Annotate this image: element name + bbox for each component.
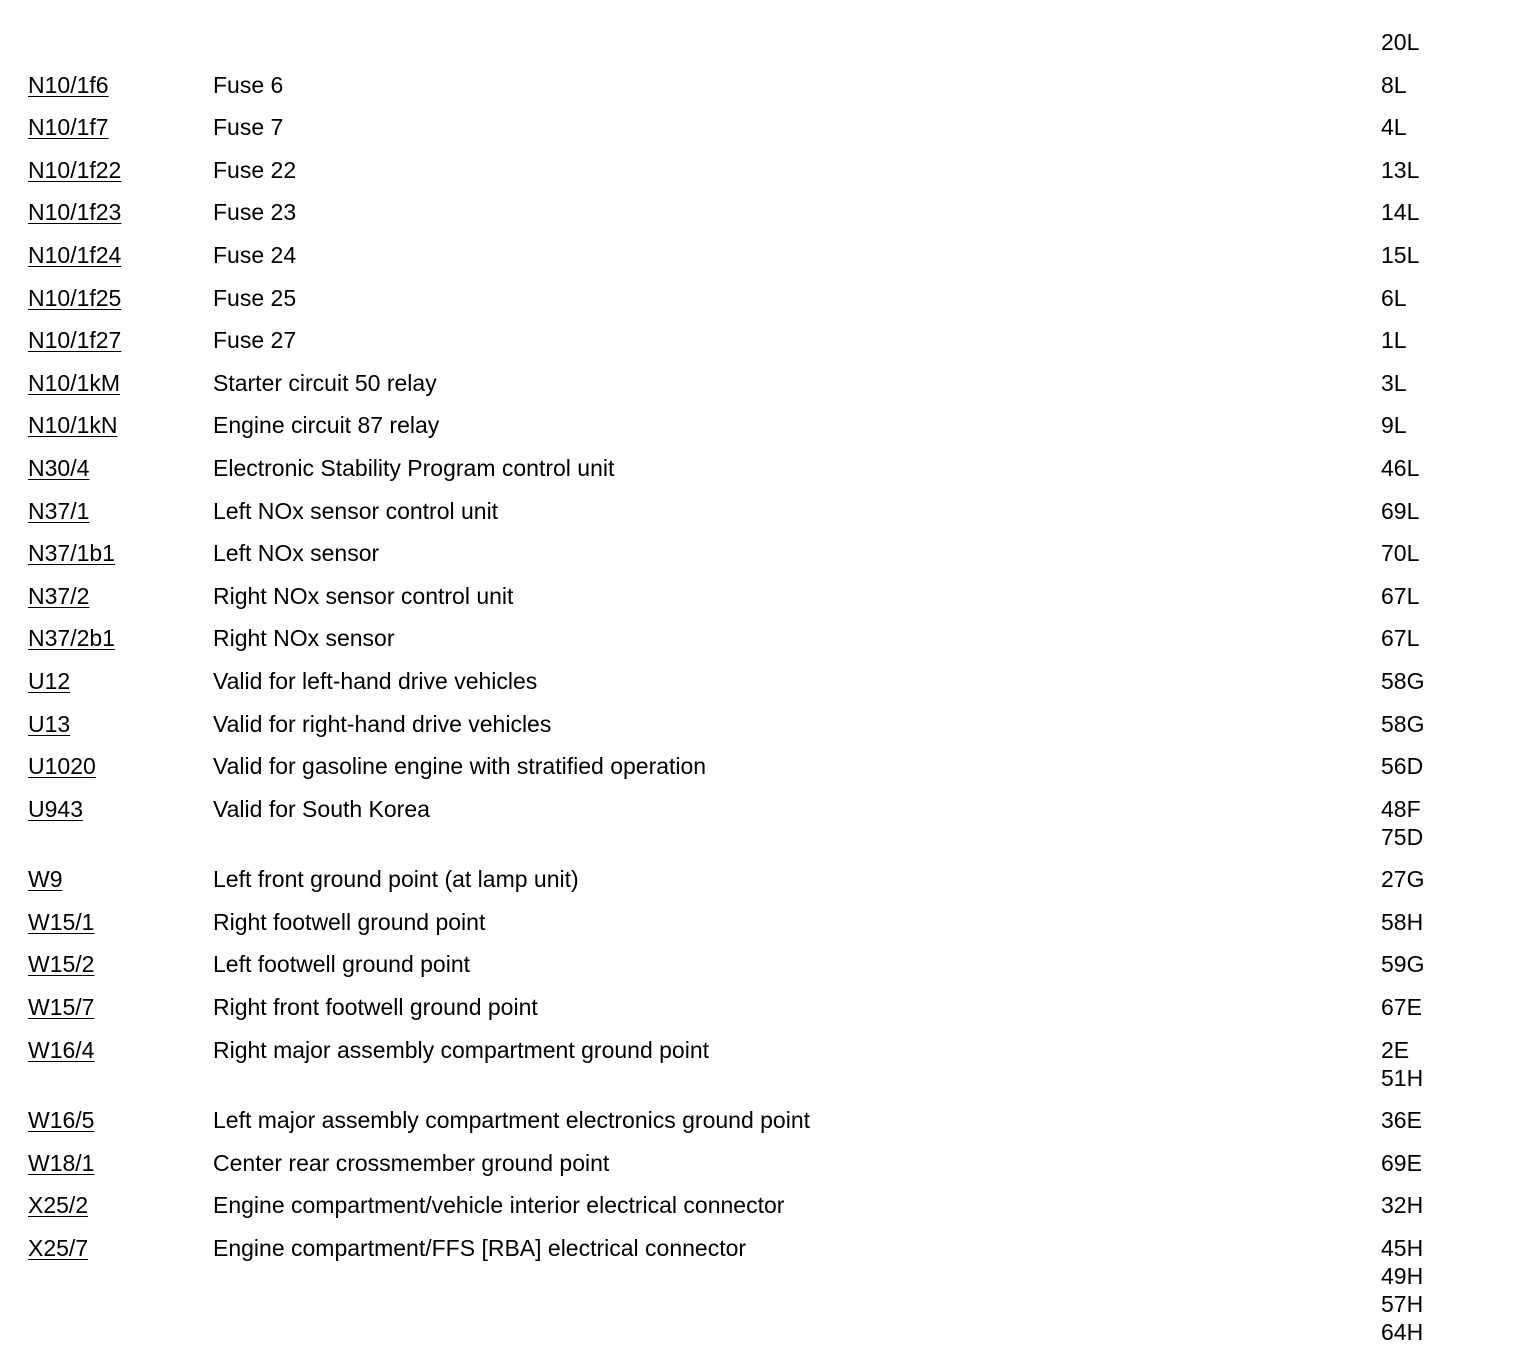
component-code-link[interactable]: N10/1f22 (28, 156, 122, 183)
grid-location: 15L (1381, 241, 1420, 268)
component-description: Electronic Stability Program control unit (213, 454, 615, 481)
legend-row (0, 497, 1520, 525)
grid-location-list (1381, 1149, 1481, 1177)
legend-row (0, 1149, 1520, 1177)
component-description: Fuse 25 (213, 284, 297, 311)
component-code-link[interactable]: W15/1 (28, 908, 95, 935)
grid-location: 9L (1381, 412, 1407, 439)
grid-location-list (1381, 454, 1481, 482)
legend-row (0, 1191, 1520, 1219)
component-code-cell (0, 369, 213, 397)
component-code-link[interactable]: N10/1f27 (28, 327, 122, 354)
component-code-cell (0, 411, 213, 439)
component-code-link[interactable]: X25/7 (28, 1235, 89, 1262)
component-code-cell (0, 241, 213, 269)
component-description: Right front footwell ground point (213, 994, 538, 1021)
grid-location: 70L (1381, 540, 1420, 567)
grid-location-list (1381, 1234, 1481, 1346)
component-description: Fuse 23 (213, 199, 297, 226)
grid-location: 56D (1381, 753, 1424, 780)
grid-location-list (1381, 795, 1481, 851)
component-code-cell (0, 710, 213, 738)
legend-row (0, 198, 1520, 226)
component-description: Valid for South Korea (213, 795, 430, 822)
component-code-link[interactable]: X25/2 (28, 1192, 89, 1219)
component-code-link[interactable]: N10/1f7 (28, 114, 109, 141)
component-code-link[interactable]: N10/1f25 (28, 284, 122, 311)
component-code-cell (0, 497, 213, 525)
grid-location-list (1381, 539, 1481, 567)
component-code-cell (0, 284, 213, 312)
component-code-link[interactable]: N10/1f24 (28, 241, 122, 268)
grid-location: 67L (1381, 582, 1420, 609)
grid-location-list (1381, 369, 1481, 397)
component-code-link[interactable]: N10/1f6 (28, 71, 109, 98)
legend-row (0, 667, 1520, 695)
grid-location-list (1381, 411, 1481, 439)
component-description: Engine circuit 87 relay (213, 412, 440, 439)
legend-row (0, 454, 1520, 482)
grid-location-list (1381, 582, 1481, 610)
component-code-link[interactable]: W18/1 (28, 1149, 95, 1176)
grid-location: 59G (1381, 951, 1425, 978)
grid-location-list (1381, 71, 1481, 99)
grid-location-list (1381, 865, 1481, 893)
legend-row (0, 582, 1520, 610)
component-description: Left front ground point (at lamp unit) (213, 866, 579, 893)
legend-row (0, 865, 1520, 893)
component-code-cell (0, 865, 213, 893)
grid-location-list (1381, 710, 1481, 738)
grid-location: 27G (1381, 866, 1425, 893)
legend-row (0, 241, 1520, 269)
component-code-link[interactable]: N37/1 (28, 497, 90, 524)
grid-location: 75D (1381, 823, 1424, 850)
component-description: Engine compartment/vehicle interior electrical connector (213, 1192, 785, 1219)
component-description: Engine compartment/FFS [RBA] electrical connector (213, 1235, 747, 1262)
grid-location: 64H (1381, 1319, 1424, 1346)
legend-row (0, 1234, 1520, 1346)
grid-location: 69E (1381, 1149, 1422, 1176)
grid-location-list (1381, 908, 1481, 936)
component-code-cell (0, 624, 213, 652)
grid-location: 49H (1381, 1263, 1424, 1290)
grid-location-list (1381, 241, 1481, 269)
component-code-cell (0, 908, 213, 936)
grid-location: 14L (1381, 199, 1420, 226)
component-code-cell (0, 667, 213, 695)
component-code-cell (0, 993, 213, 1021)
grid-location: 36E (1381, 1107, 1422, 1134)
component-code-cell (0, 1149, 213, 1177)
component-code-link[interactable]: W15/2 (28, 951, 95, 978)
grid-location: 32H (1381, 1192, 1424, 1219)
legend-row (0, 284, 1520, 312)
grid-location-list (1381, 28, 1481, 56)
component-code-link[interactable]: U943 (28, 795, 83, 822)
grid-location: 46L (1381, 454, 1420, 481)
legend-row (0, 795, 1520, 851)
component-code-cell (0, 326, 213, 354)
legend-row (0, 411, 1520, 439)
grid-location-list (1381, 497, 1481, 525)
grid-location: 58G (1381, 667, 1425, 694)
component-description: Left NOx sensor (213, 540, 380, 567)
legend-row (0, 950, 1520, 978)
grid-location-list (1381, 624, 1481, 652)
component-description: Fuse 6 (213, 71, 284, 98)
component-code-cell (0, 113, 213, 141)
grid-location: 48F (1381, 795, 1421, 822)
grid-location: 51H (1381, 1064, 1424, 1091)
grid-location: 2E (1381, 1036, 1410, 1063)
legend-row (0, 156, 1520, 184)
grid-location: 13L (1381, 156, 1420, 183)
grid-location: 58H (1381, 908, 1424, 935)
grid-location-list (1381, 1191, 1481, 1219)
grid-location: 3L (1381, 369, 1407, 396)
grid-location: 8L (1381, 71, 1407, 98)
component-code-cell (0, 1191, 213, 1219)
component-code-cell (0, 1234, 213, 1262)
component-code-link[interactable]: U1020 (28, 753, 96, 780)
grid-location-list (1381, 1036, 1481, 1092)
component-code-cell (0, 795, 213, 823)
grid-location: 4L (1381, 114, 1407, 141)
component-description: Valid for gasoline engine with stratified operation (213, 753, 707, 780)
component-code-cell (0, 582, 213, 610)
grid-location-list (1381, 198, 1481, 226)
component-code-link[interactable]: N10/1kM (28, 369, 121, 396)
component-code-link[interactable]: U13 (28, 710, 71, 737)
component-code-link[interactable]: W16/5 (28, 1107, 95, 1134)
grid-location-list (1381, 950, 1481, 978)
component-code-link[interactable]: W15/7 (28, 994, 95, 1021)
component-description: Valid for left-hand drive vehicles (213, 667, 538, 694)
component-code-cell (0, 198, 213, 226)
component-code-cell (0, 1036, 213, 1064)
grid-location: 67L (1381, 625, 1420, 652)
grid-location: 1L (1381, 327, 1407, 354)
component-code-cell (0, 539, 213, 567)
component-description: Left major assembly compartment electronics ground point (213, 1107, 811, 1134)
component-description: Left footwell ground point (213, 951, 471, 978)
legend-row (0, 624, 1520, 652)
grid-location-list (1381, 156, 1481, 184)
legend-row (0, 993, 1520, 1021)
component-code-link[interactable]: N37/2b1 (28, 625, 115, 652)
component-description: Starter circuit 50 relay (213, 369, 437, 396)
component-code-link[interactable]: N30/4 (28, 454, 90, 481)
grid-location: 6L (1381, 284, 1407, 311)
legend-row (0, 1106, 1520, 1134)
component-code-cell (0, 454, 213, 482)
component-description: Right NOx sensor (213, 625, 395, 652)
component-description: Valid for right-hand drive vehicles (213, 710, 552, 737)
grid-location: 69L (1381, 497, 1420, 524)
grid-location-list (1381, 667, 1481, 695)
component-code-link[interactable]: N10/1kN (28, 412, 118, 439)
legend-row (0, 326, 1520, 354)
component-code-link[interactable]: N10/1f23 (28, 199, 122, 226)
component-description: Fuse 27 (213, 327, 297, 354)
component-code-link[interactable]: W16/4 (28, 1036, 95, 1063)
grid-location-list (1381, 284, 1481, 312)
component-code-cell (0, 752, 213, 780)
grid-location: 57H (1381, 1291, 1424, 1318)
grid-location-list (1381, 752, 1481, 780)
component-code-link[interactable]: U12 (28, 667, 71, 694)
legend-row (0, 539, 1520, 567)
component-description: Right major assembly compartment ground point (213, 1036, 710, 1063)
component-description: Right NOx sensor control unit (213, 582, 514, 609)
component-description: Left NOx sensor control unit (213, 497, 499, 524)
legend-row (0, 710, 1520, 738)
grid-location: 45H (1381, 1235, 1424, 1262)
component-description: Fuse 22 (213, 156, 297, 183)
legend-row (0, 369, 1520, 397)
legend-row (0, 71, 1520, 99)
legend-row (0, 1036, 1520, 1092)
component-description: Center rear crossmember ground point (213, 1149, 610, 1176)
component-code-link[interactable]: N37/2 (28, 582, 90, 609)
component-description: Right footwell ground point (213, 908, 486, 935)
component-code-link[interactable]: W9 (28, 866, 63, 893)
component-description: Fuse 7 (213, 114, 284, 141)
component-description: Fuse 24 (213, 241, 297, 268)
legend-row (0, 113, 1520, 141)
grid-location-list (1381, 993, 1481, 1021)
component-code-cell (0, 156, 213, 184)
component-code-cell (0, 71, 213, 99)
component-code-cell (0, 950, 213, 978)
grid-location: 67E (1381, 994, 1422, 1021)
grid-location-list (1381, 326, 1481, 354)
legend-row (0, 28, 1520, 56)
grid-location: 58G (1381, 710, 1425, 737)
legend-row (0, 908, 1520, 936)
grid-location-list (1381, 1106, 1481, 1134)
component-code-cell (0, 1106, 213, 1134)
grid-location-list (1381, 113, 1481, 141)
component-code-link[interactable]: N37/1b1 (28, 540, 115, 567)
grid-location: 20L (1381, 29, 1420, 55)
legend-row (0, 752, 1520, 780)
